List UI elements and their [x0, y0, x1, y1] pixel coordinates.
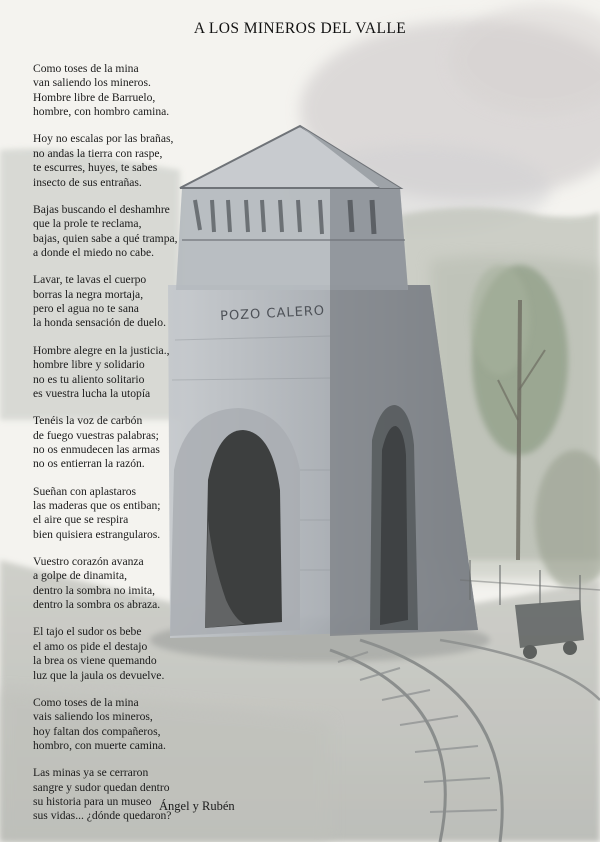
stanza — [33, 344, 333, 402]
poem-line: vais saliendo los mineros, — [33, 710, 153, 724]
stanza — [33, 62, 333, 120]
poem-line: de fuego vuestras palabras; — [33, 428, 159, 442]
poem-line: sangre y sudor quedan dentro — [33, 780, 170, 794]
poem-line: Como toses de la mina — [33, 62, 139, 75]
poem-line: Hombre libre de Barruelo, — [33, 90, 156, 104]
poem-line: luz que la jaula os devuelve. — [33, 668, 165, 682]
poem-line: bien quisiera estrangularos. — [33, 527, 161, 541]
poem-line: no es tu aliento solitario — [33, 372, 145, 386]
poem-line: Lavar, te lavas el cuerpo — [33, 273, 147, 287]
poem-line: no os entierran la razón. — [33, 457, 145, 471]
poem-line: Como toses de la mina — [33, 695, 139, 709]
stanza — [33, 625, 333, 683]
stanza — [33, 766, 333, 824]
poem-line: van saliendo los mineros. — [33, 76, 151, 90]
poem-line: las maderas que os entiban; — [33, 498, 161, 512]
poem-line: la brea os viene quemando — [33, 654, 157, 668]
poem-line: hombre, con hombro camina. — [33, 105, 170, 119]
poem-line: Hombre alegre en la justicia., — [33, 343, 170, 357]
poem-line: Tenéis la voz de carbón — [33, 414, 143, 428]
poem-line: que la prole te reclama, — [33, 217, 142, 231]
poem-line: a golpe de dinamita, — [33, 569, 128, 583]
poem-body — [33, 62, 333, 837]
stanza — [33, 696, 333, 754]
poem-line: la honda sensación de duelo. — [33, 316, 166, 330]
poem-line: dentro la sombra os abraza. — [33, 598, 161, 612]
poem-line: pero el agua no te sana — [33, 302, 139, 316]
poem-line: te escurres, huyes, te sabes — [33, 161, 158, 175]
poem-line: Bajas buscando el deshamhre — [33, 202, 170, 216]
poem-line: el aire que se respira — [33, 513, 129, 527]
poem-line: hombre libre y solidario — [33, 358, 145, 372]
poem-line: es vuestra lucha la utopía — [33, 386, 151, 400]
poem-line: no os enmudecen las armas — [33, 442, 160, 456]
stanza — [33, 273, 333, 331]
poem-line: Hoy no escalas por las brañas, — [33, 132, 174, 146]
stanza — [33, 132, 333, 190]
poem-line: su historia para un museo — [33, 795, 152, 809]
poem-title: A LOS MINEROS DEL VALLE — [193, 20, 407, 37]
poem-line: hombro, con muerte camina. — [33, 739, 166, 753]
poem-line: insecto de sus entrañas. — [33, 175, 142, 189]
poem-line: bajas, quien sabe a qué trampa, — [33, 231, 178, 245]
poem-line: Sueñan con aplastaros — [33, 484, 137, 498]
poem-line: Las minas ya se cerraron — [33, 766, 149, 780]
tower-sign: POZO CALERO — [219, 303, 326, 325]
poem-line: no andas la tierra con raspe, — [33, 146, 163, 160]
signature: Ángel y Rubén — [159, 799, 235, 813]
stanza — [33, 414, 333, 472]
poem-line: El tajo el sudor os bebe — [33, 625, 142, 639]
poem-line: el amo os pide el destajo — [33, 639, 148, 653]
poem-line: sus vidas... ¿dónde quedaron? — [33, 809, 172, 823]
stanza — [33, 555, 333, 613]
stanza — [33, 203, 333, 261]
poem-line: dentro la sombra no imita, — [33, 583, 156, 597]
stanza — [33, 485, 333, 543]
poem-line: a donde el miedo no cabe. — [33, 246, 155, 260]
poem-line: borras la negra mortaja, — [33, 287, 144, 301]
poem-line: Vuestro corazón avanza — [33, 554, 144, 568]
poem-line: hoy faltan dos compañeros, — [33, 724, 161, 738]
